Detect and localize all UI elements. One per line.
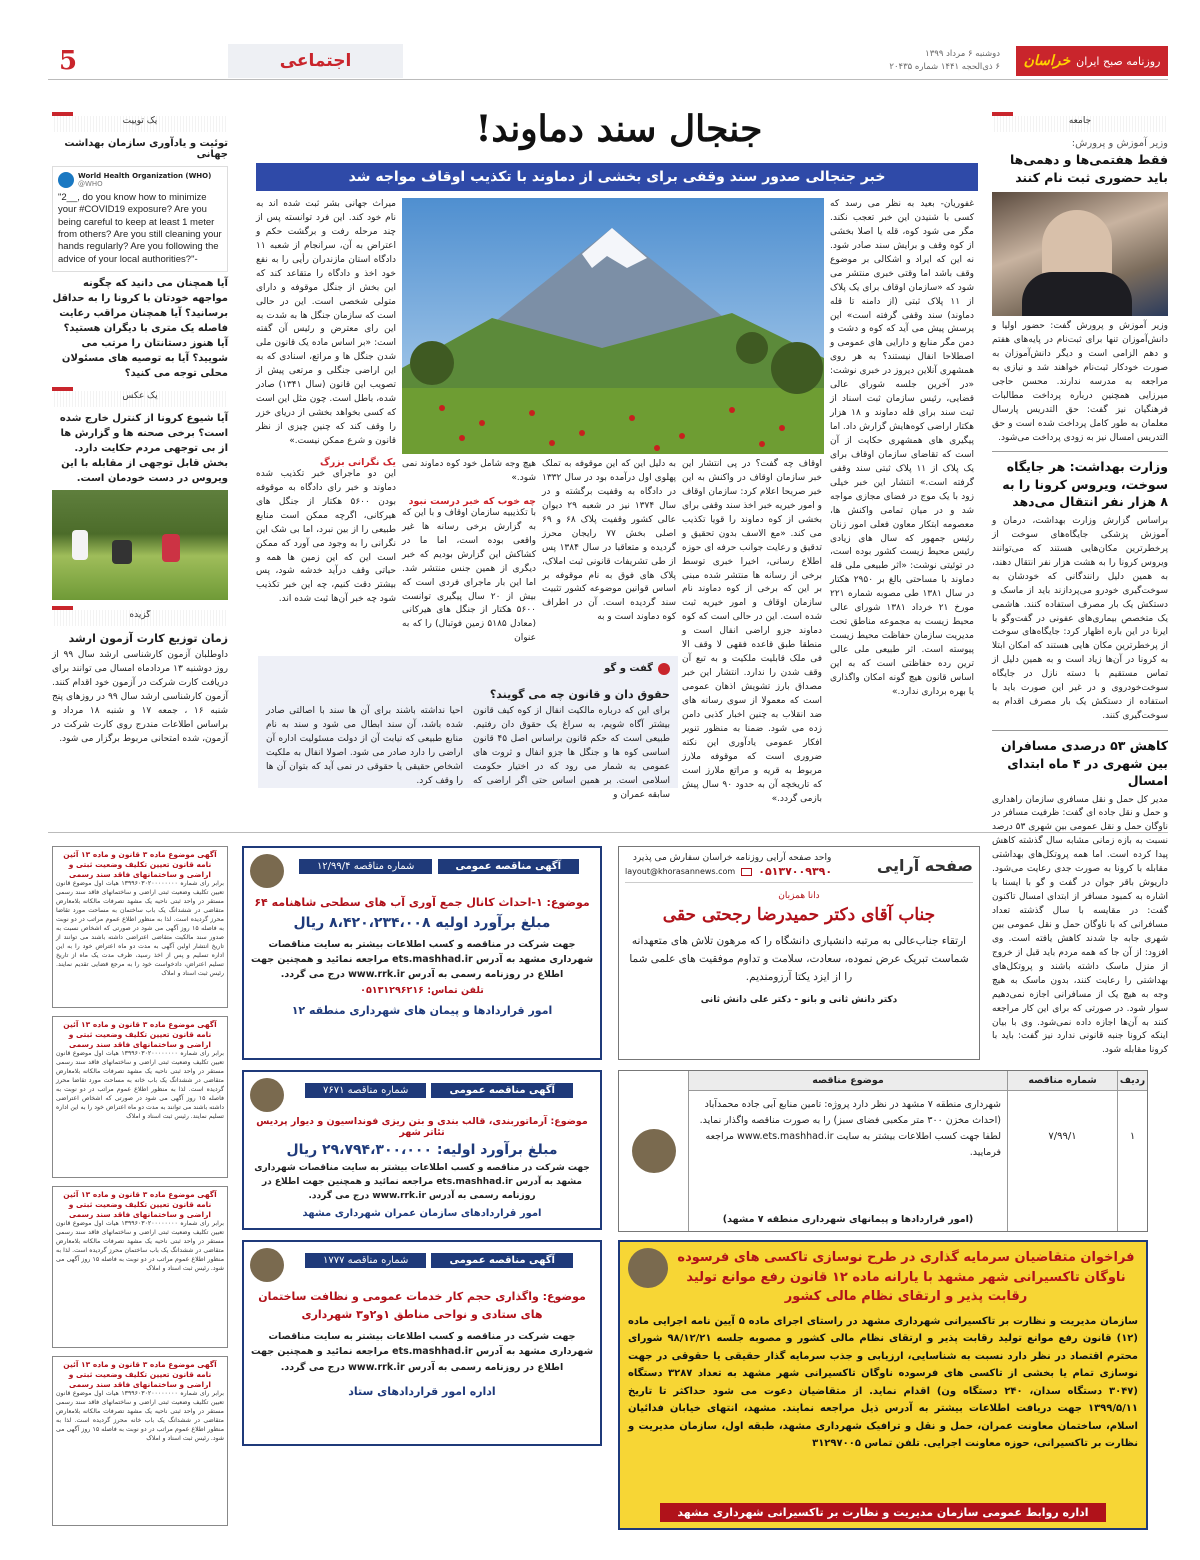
dialogue-text-1: برای این که درباره مالکیت انفال از کوه کیف قانون بیشتر آگاه شویم، به سراغ یک حقوق دان رفتیم. طبیعی است که حکم قانون براساس اصل ۴۵ قانون اساسی کوه ها و جنگل ها جزو انفال و ثروت های عمومی به شمار می رود که در اختیار حکومت اسلامی است. بر همین اساس حتی اگر اراضی که سابقه عمران و (473, 706, 671, 800)
tender-ad-2 (242, 1070, 602, 1230)
tender-3-subject: موضوع: واگذاری حجم کار خدمات عمومی و نظافت ساختمان های ستادی و نواحی مناطق ۱و۲و۳ شهرداری (258, 1290, 586, 1321)
taxi-ad-footer: اداره روابط عمومی سازمان مدیریت و نظارت بر تاکسیرانی شهرداری مشهد (660, 1503, 1106, 1522)
mashhad-municipality-logo (632, 1129, 676, 1173)
tender-1-number: شماره مناقصه ۱۲/۹۹/۴ (299, 859, 432, 874)
story-text-3: به دلیل این که این موقوفه به تملک پهلوی اول درآمده بود در سال ۱۳۳۲ در دادگاه به وقفیت برگشته و در سال ۱۳۷۴ نیز در شعبه ۲۹ دیوان عالی کشور وقفیت پلاک ۶۸ و ۶۹ اصلی بخش ۷۷ رایجان محرز گردیده و متعاقبا در سال ۱۳۸۴ پس از طی تشریفات قانونی ثبت املاک، پلاک های فوق به نام موقوفه بر اساس قوانین موضوعه کشور تثبیت سند گردیده است. آن در اطراف کوه دماوند است و به (542, 459, 677, 623)
dialogue-title: حقوق دان و قانون چه می گویند؟ (489, 688, 670, 701)
tweet-tag: یک توییت (52, 116, 228, 132)
congrats-body: ارتقاء جناب‌عالی به مرتبه دانشیاری دانشگاه را که مرهون تلاش های متعهدانه شماست تبریک عرض نموده، سعادت، سلامت و تداوم موفقیت های علمی شما را از ایزد یکتا آرزومندیم. (629, 935, 969, 983)
mashhad-municipality-logo (250, 1078, 284, 1112)
mashhad-municipality-logo (250, 1248, 284, 1282)
layout-and-congrats-ad (618, 846, 980, 1060)
tender-2-price: مبلغ برآورد اولیه: ۲۹،۷۹۴،۳۰۰،۰۰۰ ریال (286, 1142, 558, 1158)
layout-title: صفحه آرایی (876, 856, 973, 875)
park-photo (52, 490, 228, 600)
date-block (820, 48, 1000, 74)
who-logo-icon (58, 172, 74, 188)
issue-text: ۶ ذی‌الحجه ۱۴۴۱ شماره ۲۰۴۳۵ (889, 61, 1000, 72)
page-number: 5 (58, 46, 78, 76)
dialogue-icon (658, 663, 670, 675)
damavand-photo (402, 198, 824, 454)
tender-1-footer: امور قراردادها و پیمان های شهرداری منطقه ۱۲ (291, 1003, 553, 1017)
table-row: ۱ ۷/۹۹/۱ شهرداری منطقه ۷ مشهد در نظر دارد پروژه: تامین منابع آبی جاده محمدآباد (احداث مخزن ۳۰۰ متر مکعبی فضای سبز) را به صورت مناقصه واگذار نماید. لطفا جهت کسب اطلاعات بیشتر به سایت www.ets.mashhad.ir مراجعه فرمایید. (امور قراردادها و پیمانهای شهرداری منطقه ۷ مشهد) (689, 1091, 1147, 1231)
kicker: وزیر آموزش و پرورش: (1071, 138, 1168, 149)
tender-3-body: جهت شرکت در مناقصه و کسب اطلاعات بیشتر به سایت مناقصات شهرداری مشهد به آدرس ets.mashhad.ir مراجعه نمائید و همچنین جهت اطلاع در روزنامه رسمی به آدرس www.rrk.ir درج می گردد. (250, 1331, 594, 1373)
article-travel-body: مدیر کل حمل و نقل مسافری سازمان راهداری و حمل و نقل جاده ای گفت: ظرفیت مسافر در ناوگان حمل و نقل عمومی بین شهری ۵۳ درصد نسبت به بازه زمانی مشابه سال گذشته کاهش پیدا کرده است. اما همه پروتکل‌های بهداشتی مقابله با کرونا به صورت جدی رعایت می‌شود. داریوش باقر جوان در گفت و گو با ایسنا با اشاره به کمبود مسافر از ابتدای امسال تاکنون گفت: در مقایسه با سال گذشته تعداد مسافرانی که با ناوگان حمل و نقل عمومی بین شهری جابه جا شدند کاهش یافته است. وی افزود: از آن جا که همه مردم باید قبل از خروج از منزل ماسک داشته باشند و پروتکل‌های بهداشتی را رعایت کنند، بدون ماسک به هیچ وجه به هیچ یک از مسافرانی اجازه نمی‌دهیم سوار شود. در صورتی که برای این کار مراجعه کنند به آن‌ها اجازه داده نمی‌شود. وی با بیان اینکه کرونا جنبه قانونی ندارد نیز گفت: باید با کرونا مقابله شود. (992, 794, 1169, 1056)
email-icon (741, 868, 752, 876)
main-strapline: خبر جنجالی صدور سند وقفی برای بخشی از دماوند با تکذیب اوقاف مواجه شد (256, 163, 978, 191)
tender-2-subject: موضوع: آرماتوربندی، قالب بندی و بتن ریزی فونداسیون و دیوار پردیس تئاتر شهر (256, 1116, 588, 1138)
layout-email: layout@khorasannews.com (625, 867, 736, 876)
brand-sub: روزنامه صبح ایران (1076, 54, 1161, 68)
tweet-english: "2__, do you know how to minimize your #COVID19 exposure? Are you being careful to keep at least 1 meter from others? Are you still cleaning your hands regularly? Are you following the advice of your local authorities?"- (58, 192, 222, 265)
layout-text: واحد صفحه آرایی روزنامه خراسان سفارش می پذیرد (632, 853, 832, 863)
story-col-4 (402, 458, 536, 654)
tender-1-price: مبلغ برآورد اولیه ۸،۴۲۰،۲۳۴،۰۰۸ ریال (293, 915, 551, 931)
story-col-2 (682, 458, 822, 804)
headline-education: فقط هفتمی‌ها و دهمی‌ها باید حضوری ثبت نام کنند (1009, 152, 1168, 185)
brief-title: زمان توزیع کارت آزمون ارشد (68, 632, 228, 646)
subhead-good: چه خوب که خبر درست نبود (408, 495, 536, 507)
section-tag: جامعه (992, 116, 1168, 132)
photo-text: آیا شیوع کرونا از کنترل خارج شده است؟ برخی صحنه ها و گزارش ها از بی توجهی مردم حکایت دارد. بخش قابل توجهی از مقابله با این ویروس در دست خودمان است. (59, 413, 228, 485)
legal-notice: آگهی موضوع ماده ۳ قانون و ماده ۱۳ آئین نامه قانون تعیین تکلیف وضعیت ثبتی و اراضی و ساختمانهای فاقد سند رسمی برابر رای شماره ۱۳۹۹۶۰۳۰۲۰۰۰۰۰۰۰۰ هیات اول موضوع قانون تعیین تکلیف وضعیت ثبتی اراضی و ساختمانهای فاقد سند رسمی مستقر در واحد ثبتی ناحیه یک مشهد تصرفات مالکانه بلامعارض متقاضی در ششدانگ یک باب ساختمان به مساحت مورد تقاضا محرز گردیده است. لذا به منظور اطلاع عموم مراتب در دو نوبت به فاصله ۱۵ روز آگهی می شود در صورتی که اشخاص نسبت به صدور سند مالکیت متقاضی اعتراضی داشته باشند می توانند از تاریخ انتشار اولین آگهی به مدت دو ماه اعتراض خود را به این اداره تسلیم و پس از اخذ رسید، ظرف مدت یک ماه از تاریخ تسلیم اعتراض، دادخواست خود را به مرجع قضایی تقدیم نمایند. رئیس ثبت اسناد و املاک (52, 846, 228, 1008)
mashhad-municipality-logo (250, 854, 284, 888)
legal-notice: آگهی موضوع ماده ۳ قانون و ماده ۱۳ آئین نامه قانون تعیین تکلیف وضعیت ثبتی و اراضی و ساختمانهای فاقد سند رسمی برابر رای شماره ۱۳۹۹۶۰۳۰۲۰۰۰۰۰۰۰۰ هیات اول موضوع قانون تعیین تکلیف وضعیت ثبتی اراضی و ساختمانهای فاقد سند رسمی مستقر در واحد ثبتی ناحیه یک مشهد تصرفات مالکانه بلامعارض متقاضی در ششدانگ یک باب خانه محرز گردیده است. لذا به منظور اطلاع عموم مراتب در دو نوبت به فاصله ۱۵ روز آگهی می شود. رئیس ثبت اسناد و املاک (52, 1356, 228, 1526)
story-text-5: میراث جهانی بشر ثبت شده اند به نام خود کند. این فرد توانسته پس از چند مرحله رفت و برگشت حکم و اعتراض به آن، سرانجام از شعبه ۱۱ دادگاه استان مازندران رأیی را به نفع خود اخذ و دادگاه را متقاعد کند که این بخش از جنگل موقوفه و دارای متولی شخصی است. این در حالی است که سازمان جنگل ها به شدت به این رای معترض و رئیس آن گفته است: «بر اساس ماده یک قانون ملی شدن جنگل ها و مراتع، اسنادی که به این اراضی جنگلی و مرتعی پیش از تصویب این قانون (سال ۱۳۴۱) صادر شده، باطل است. چون مثل این است که کسی بخواهد بخشی از دریای خزر را وقف کند که چنین چیزی از نظر قانون و شرع ممکن نیست.» (256, 199, 396, 446)
table-header: شماره مناقصه (1007, 1071, 1117, 1090)
page-header (48, 44, 1168, 80)
tender-2-heading: آگهی مناقصه عمومی (431, 1083, 573, 1098)
tender-2-footer: امور قراردادهای سازمان عمران شهرداری مشهد (302, 1207, 542, 1219)
dialogue-text-2: احیا نداشته باشند برای آن ها سند با اصالتی صادر شده باشد، آن سند ابطال می شود و سند به نام منابع طبیعی که نیابت آن از دولت مسئولیت اداره آن اراضی را دارد صادر می شود. اصولا انفال به ملکیت اشخاص حقیقی یا حقوقی در نمی آید که بتوان آن ها را وقف کرد. (266, 706, 463, 786)
congrats-sign: دکتر دانش ثانی و بانو - دکتر علی دانش ثانی (700, 994, 898, 1005)
story-text-1: غفوریان- بعید به نظر می رسد که کسی با شنیدن این خبر تعجب نکند. مگر می شود کوه، قله یا اصلا بخشی از کوه وقف و برایش سند صادر شود. نه این که ایراد و اشکالی بر موضوع وقف باشد اما وقتی خبری منتشر می شود که «سازمان اوقاف برای یک پلاک از ۱۱ پلاک ثبتی (از دامنه تا قله دماوند) سند وقفی گرفته است» این پرسش پیش می آید که کوه و دشت و دمن مگر منابع و دارایی های عمومی و اصطلاحا انفال نیستند؟ به هر روی همشهری آنلاین دیروز در خبری نوشت: «در آخرین جلسه شورای عالی قضایی، رئیس سازمان ثبت اسناد از ثبت سند برای قله دماوند و ۱۸ هزار هکتار اراضی کوه‌هایش گزارش داد. اما پیگیری های همشهری حکایت از آن است که تقاضای سازمان اوقاف برای یک پلاک از ۱۱ پلاک ثبتی سند وقفی گرفته است.» انتشار این خبر خیلی زود با یک موج در فضای مجازی مواجه شد و در میان تمامی واکنش ها، معصومه ابتکار معاون فعلی امور زنان رئیس جمهور که سال های زیادی رئیس محیط زیست کشور بوده است، در توئیتی نوشت: «اثر طبیعی ملی قله دماوند با مساحتی بالغ بر ۲۹۵۰ هکتار در سال ۱۳۸۱ طی مصوبه شماره ۲۲۱ مورخ ۲۱ خرداد ۱۳۸۱ شورای عالی محیط زیست به مجموعه مناطق تحت مدیریت سازمان حفاظت محیط زیست پیوسته است. اثر طبیعی ملی عالی ترین رده حفاظتی است که به این اساس قانون هیچ گونه امکان واگذاری یا بهره برداری ندارد.» (830, 199, 975, 697)
story-text-4b: با تکذیبیه سازمان اوقاف و با این که به گزارش برخی رسانه ها غیر واقعی بوده است، اما ما در کشاکش این گزارش بودیم که خبر دیگری از همین جنس منتشر شد. اما این بار ماجرای فردی است که بیش از ۲۰ سال پیگیری توانست ۵۶۰۰ هکتار از جنگل های هیرکانی (معادل ۵۱۸۵ زمین فوتبال) را که به عنوان (402, 507, 536, 644)
tender-3-number: شماره مناقصه ۱۷۷۷ (305, 1253, 426, 1268)
tender-1-heading: آگهی مناقصه عمومی (438, 859, 580, 874)
tender-1-body: جهت شرکت در مناقصه و کسب اطلاعات بیشتر به سایت مناقصات شهرداری مشهد به آدرس ets.mashhad.ir مراجعه نمائید و همچنین جهت اطلاع در روزنامه رسمی به آدرس www.rrk.ir درج می گردد. (250, 939, 594, 981)
date-text: دوشنبه ۶ مرداد ۱۳۹۹ (925, 49, 1000, 59)
section-title: اجتماعی (228, 44, 403, 78)
article-education-body: وزیر آموزش و پرورش گفت: حضور اولیا و دانش‌آموزان تنها برای ثبت‌نام در پایه‌های هفتم و دهم الزامی است و دیگر دانش‌آموزان به صورت خودکار ثبت‌نام خواهند شد و نیازی به مراجعه به مدرسه ندارند. محسن حاجی میرزایی همچنین درباره پرداخت مطالبات فرهنگیان نیز گفت: حق التدریس پارسال معلمان به طور کامل پرداخت شده است و حق التدریس امسال نیز به زودی پرداخت می‌شود. (992, 321, 1168, 443)
tender-3-heading: آگهی مناقصه عمومی (431, 1253, 573, 1268)
tweet-title: توئیت و یادآوری سازمان بهداشت جهانی (64, 138, 228, 160)
taxi-investment-ad (618, 1240, 1148, 1530)
tender-ad-1 (242, 846, 602, 1060)
headline-travel: کاهش ۵۳ درصدی مسافران بین شهری در ۴ ماه ابتدای امسال (1000, 738, 1168, 788)
tender-2-number: شماره مناقصه ۷۶۷۱ (305, 1083, 426, 1098)
photo-tag: یک عکس (52, 391, 228, 407)
headline-health: وزارت بهداشت: هر جایگاه سوخت، ویروس کرونا را به ۸ هزار نفر انتقال می‌دهد (1002, 459, 1168, 510)
tender-table-ad (618, 1070, 1148, 1232)
table-header: موضوع مناقصه (812, 1075, 884, 1086)
tender-ad-3 (242, 1240, 602, 1446)
taxi-ad-body: سازمان مدیریت و نظارت بر تاکسیرانی شهرداری مشهد در راستای اجرای ماده ۵ آیین نامه اجرایی ماده (۱۲) قانون رفع موانع تولید رقابت پذیر و ارتقای نظام مالی کشور و مصوبه جلسه ۹۸/۱۲/۲۱ شورای محترم اقتصاد در نظر دارد نسبت به شناسایی، ارزیابی و جذب سرمایه گذار حقیقی یا حقوقی در جهت نوسازی تمام یا بخشی از تاکسی های فرسوده ناوگان تاکسیرانی شهر مشهد به تعداد ۳۲۸۷ دستگاه (۳۰۴۷ دستگاه سدان، ۲۴۰ دستگاه ون) اقدام نماید. از متقاضیان دعوت می شود حداکثر تا تاریخ ۱۳۹۹/۵/۱۱ جهت دریافت اطلاعات بیشتر به آدرس ذیل مراجعه نمایند. مشهد، انتهای خیابان فدائیان اسلام، ساختمان معاونت عمران، حمل و نقل و ترافیک شهرداری مشهد، طبقه اول، سازمان مدیریت و نظارت بر تاکسیرانی، حوزه معاونت اجرایی. تلفن تماس ۳۱۲۹۷۰۰۵ (628, 1315, 1139, 1449)
tender-2-body: جهت شرکت در مناقصه و کسب اطلاعات بیشتر به سایت مناقصات شهرداری مشهد به آدرس ets.mashhad.ir مراجعه نمائید و همچنین جهت اطلاع در روزنامه رسمی به آدرس www.rrk.ir درج می گردد. (254, 1163, 590, 1201)
minister-photo (992, 192, 1168, 316)
congrats-over: دانا همزبان (778, 891, 820, 901)
tender-3-footer: اداره امور قراردادهای ستاد (348, 1384, 496, 1398)
tender-1-tel: تلفن تماس: ۰۵۱۳۱۲۹۶۲۱۶ (360, 984, 484, 996)
mashhad-municipality-logo (628, 1248, 668, 1288)
legal-notice: آگهی موضوع ماده ۳ قانون و ماده ۱۳ آئین نامه قانون تعیین تکلیف وضعیت ثبتی و اراضی و ساختمانهای فاقد سند رسمی برابر رای شماره ۱۳۹۹۶۰۳۰۲۰۰۰۰۰۰۰۰ هیات اول موضوع قانون تعیین تکلیف وضعیت ثبتی اراضی و ساختمانهای فاقد سند رسمی مستقر در واحد ثبتی ناحیه یک مشهد تصرفات مالکانه بلامعارض متقاضی در ششدانگ یک باب خانه به مساحت مورد تقاضا محرز گردیده است. لذا به منظور اطلاع عموم مراتب در دو نوبت به فاصله ۱۵ روز آگهی می شود در صورتی که اشخاص اعتراضی داشته باشند می توانند به مدت دو ماه اعتراض خود را به این اداره تسلیم نمایند. رئیس ثبت اسناد و املاک (52, 1016, 228, 1178)
subhead-concern: یک نگرانی بزرگ (319, 456, 396, 468)
story-text-4: هیچ وجه شامل خود کوه دماوند نمی شود.» (402, 459, 536, 483)
who-tweet-card (52, 166, 228, 272)
tender-1-subject: موضوع: ۱-احداث کانال جمع آوری آب های سطحی شاهنامه ۶۴ (254, 896, 590, 909)
story-col-3 (542, 458, 676, 654)
dialogue-label: گفت و گو (604, 663, 653, 674)
left-column (52, 112, 228, 824)
taxi-ad-title: فراخوان متقاضیان سرمایه گذاری در طرح نوسازی تاکسی های فرسوده ناوگان تاکسیرانی شهر مشهد با یارانه ماده ۱۲ قانون رفع موانع تولید رقابت پذیر و ارتقای نظام مالی کشور (677, 1250, 1135, 1304)
article-health-body: براساس گزارش وزارت بهداشت، درمان و آموزش پزشکی جایگاه‌های سوخت از پرخطرترین مکان‌هایی هستند که می‌توانند ویروس کرونا را به هشت هزار نفر انتقال دهند، به همین دلیل رانندگانی که خودشان به سوخت‌گیری خودرو می‌پردازند باید از ماسک و دستکش یک بار مصرف استفاده کنند. هاشمی یک متخصص بیماری‌های عفونی در گفت‌وگو با ایرنا در این باره اظهار کرد: جایگاه‌های سوخت از پرخطرترین مکان هایی هستند که امکان ابتلا به کرونا در آن‌ها زیاد است و به همین دلیل از تماس مستقیم با دسته نازل در جایگاه سوخت‌خودروی و در غیر این صورت باید با استفاده از دستکش یک بار مصرف اقدام به سوخت‌گیری کنند. (992, 515, 1168, 722)
brief-tag: گزیده (52, 610, 228, 626)
table-footer: (امور قراردادها و پیمانهای شهرداری منطقه ۷ مشهد) (722, 1214, 974, 1225)
masthead-logo (1016, 46, 1168, 76)
story-text-5b: این دو ماجرای خبر تکذیب شده دماوند و خبر رای دادگاه به موقوفه بودن ۵۶۰۰ هکتار از جنگل های هیرکانی، اگرچه ممکن است منابع طبیعی را از بین نبرد، اما بی شک این نگرانی را به وجود می آورد که ممکن است این که این زمین ها همه و حیاتی وقف درآید خدشه شود، پس بیشتر دقت کنیم، چه این خبر تکذیب شود چه خبر آن‌ها ثبت شده اند. (256, 468, 396, 605)
main-headline: جنجال سند دماوند! (475, 108, 763, 150)
story-col-1 (830, 198, 974, 794)
legal-notices (52, 846, 228, 1536)
brand-name: خراسان (1023, 53, 1071, 69)
story-col-5 (256, 198, 396, 654)
story-text-2: اوقاف چه گفت؟ در پی انتشار این خبر سازمان اوقاف در واکنش به این خبر صریحا اعلام کرد: سازمان اوقاف و امور خیریه خبر اخذ سند وقفی برای بخشی از کوه دماوند را قویا تکذیب می کند. «مع الاسف بدون تحقیق و تدقیق و رعایت جوانب حرفه ای حوزه اطلاع رسانی، اخیرا خبری توسط برخی از رسانه ها منتشر شده مبنی بر این که برخی از کوه دماوند نام سازمان اوقاف و امور خیریه ثبت شده است. این در حالی است که کوه دماوند جزو اراضی انفال است و منطقا طبق قاعده فقهی لا وقف الا فی ملک قابلیت ملکیت و به تبع آن وقف شدن را ندارد. انتشار این خبر مصداق بارز تشویش اذهان عمومی است که معمولا از سوی رسانه های ضد انقلاب به چنین اخبار کذبی دامن زده می شود. ضمنا به منظور تنویر افکار عمومی یادآوری این نکته ضروری است که موقوفه ملارز مربوط به قریه و مراتع ملارز است که تاریخچه آن به حدود ۹۰ سال پیش بازمی گردد.» (682, 459, 822, 804)
congrats-name: جناب آقای دکتر حمیدرضا رجحتی حقی (662, 905, 936, 925)
who-name: World Health Organization (WHO) (78, 172, 212, 180)
legal-notice: آگهی موضوع ماده ۳ قانون و ماده ۱۳ آئین نامه قانون تعیین تکلیف وضعیت ثبتی و اراضی و ساختمانهای فاقد سند رسمی برابر رای شماره ۱۳۹۹۶۰۳۰۲۰۰۰۰۰۰۰۰ هیات اول موضوع قانون تعیین تکلیف وضعیت ثبتی اراضی و ساختمانهای فاقد سند رسمی مستقر در واحد ثبتی ناحیه یک مشهد تصرفات مالکانه بلامعارض متقاضی در ششدانگ یک باب ساختمان محرز گردیده است. لذا به منظور اطلاع عموم مراتب در دو نوبت به فاصله ۱۵ روز آگهی می شود. رئیس ثبت اسناد و املاک (52, 1186, 228, 1348)
layout-phone: ۰۵۱۳۷۰۰۹۳۹۰ (758, 865, 833, 878)
brief-text: داوطلبان آزمون کارشناسی ارشد سال ۹۹ از روز دوشنبه ۱۳ مردادماه امسال می توانند برای دریافت کارت شرکت در آزمون خود اقدام کنند. آزمون کارشناسی ارشد سال ۹۹ در روزهای پنج شنبه ۱۶ ، جمعه ۱۷ و شنبه ۱۸ مرداد و براساس اطلاعات مندرج روی کارت شرکت در آزمون، شده امتحانی مربوط برگزار می شود. (52, 650, 229, 744)
table-header: ردیف (1117, 1071, 1147, 1090)
right-column (992, 112, 1169, 1056)
tweet-persian: آیا همچنان می دانید که چگونه مواجهه خودتان با کرونا را به حداقل برسانید؟ آیا همچنان مراقب رعایت فاصله یک متری با دیگران هستید؟ آیا هنوز دستانتان را مرتب می شویید؟ آیا به توصیه های مسئولان محلی توجه می کنید؟ (52, 278, 228, 380)
dialogue-box (258, 656, 678, 800)
who-handle: @WHO (78, 180, 103, 188)
